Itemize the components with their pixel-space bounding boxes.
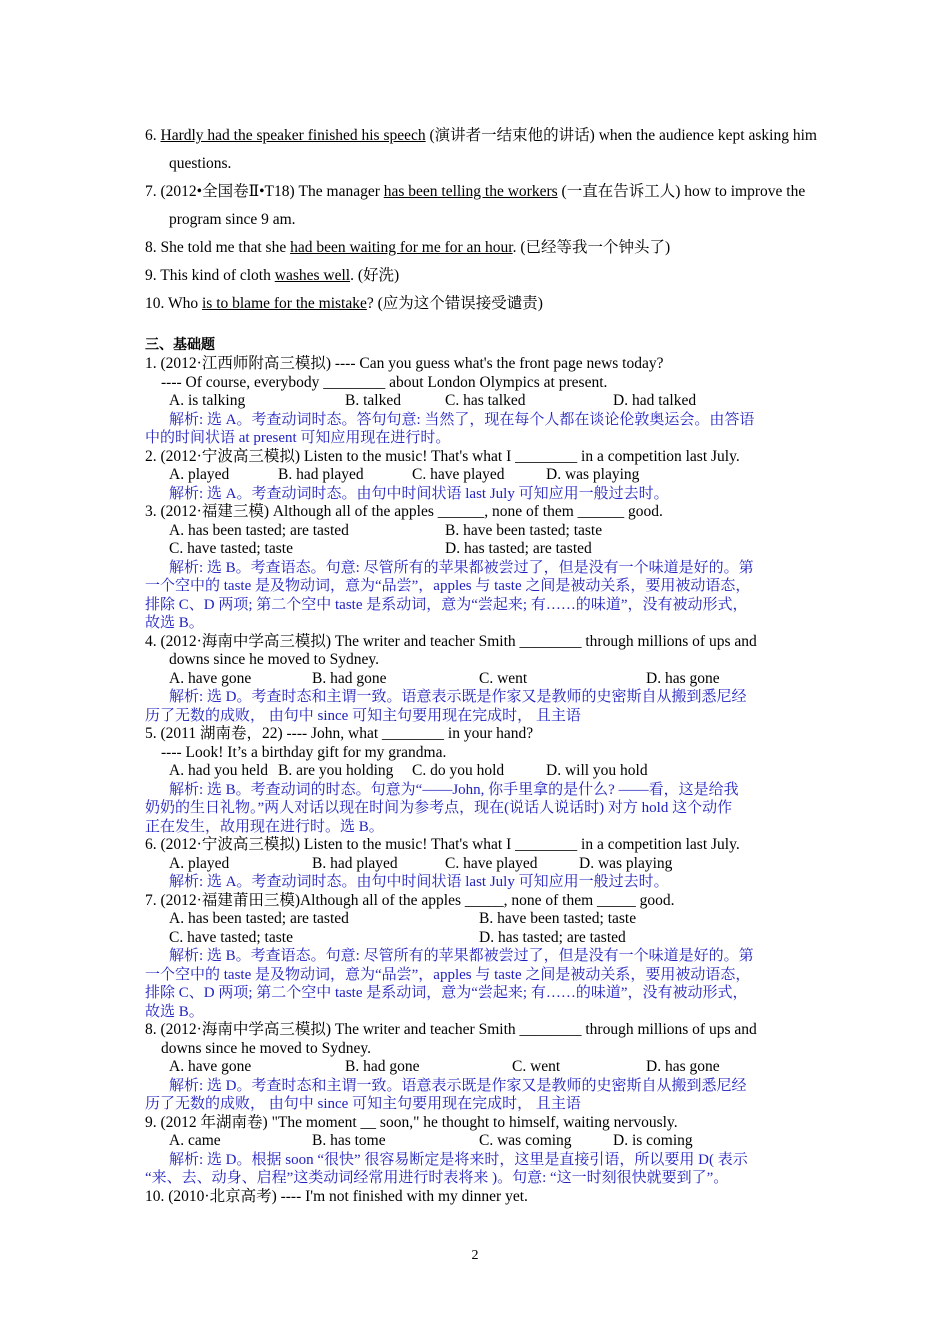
options: [145, 392, 810, 411]
question-6: [145, 836, 810, 892]
item-9: 9. This kind of cloth washes well. (好洗): [145, 267, 400, 284]
item-7: 7. (2012•全国卷Ⅱ•T18) The manager has been telling the workers (一直在告诉工人) how to improve the program since 9 am.: [145, 183, 806, 228]
option-b: B. has tome: [312, 1132, 386, 1149]
option-b: B. talked: [345, 392, 401, 409]
question-text: downs since he moved to Sydney.: [169, 651, 379, 668]
option-c: C. was coming: [479, 1132, 572, 1149]
question-3: [145, 503, 810, 633]
options: [145, 929, 810, 948]
option-c: C. do you hold: [412, 762, 505, 779]
option-d: D. is coming: [613, 1132, 693, 1149]
question-text: 4. (2012·海南中学高三模拟) The writer and teacher Smith ________ through millions of ups and: [145, 632, 757, 650]
question-10: [145, 1188, 810, 1207]
question-text: 3. (2012·福建三模) Although all of the apples ______, none of them ______ good.: [145, 503, 663, 520]
options: [145, 1058, 810, 1077]
translation-section: [145, 122, 825, 318]
analysis: 解析: 选 A。考查动词时态。由句中时间状语 last July 可知应用一般过去时。: [169, 485, 669, 502]
option-b: B. had gone: [345, 1058, 420, 1075]
section-title: 三、基础题: [145, 338, 215, 353]
analysis: 解析: 选 D。考查时态和主谓一致。语意表示既是作家又是教师的史密斯自从搬到悉尼经 历了无数的成败， 由句中 since 可知主句要用现在完成时， 且主语: [145, 1077, 747, 1112]
question-text: 10. (2010·北京高考) ---- I'm not finished with my dinner yet.: [145, 1187, 528, 1205]
options: [145, 670, 810, 689]
item-6: 6. Hardly had the speaker finished his speech (演讲者一结束他的讲话) when the audience kept asking him questions.: [145, 127, 817, 172]
option-b: B. are you holding: [278, 762, 394, 779]
option-c: C. have tasted; taste: [169, 928, 293, 946]
question-1: [145, 355, 810, 448]
option-c: C. have played: [445, 854, 538, 872]
option-d: D. had talked: [613, 392, 697, 409]
item-10: 10. Who is to blame for the mistake? (应为这个错误接受谴责): [145, 295, 543, 312]
option-d: D. was playing: [579, 854, 673, 872]
options: [145, 910, 810, 929]
options: [145, 522, 810, 541]
options: [145, 540, 810, 559]
question-text: 8. (2012·海南中学高三模拟) The writer and teacher Smith ________ through millions of ups and: [145, 1021, 757, 1038]
option-a: A. played: [169, 854, 230, 872]
option-a: A. had you held: [169, 762, 269, 779]
option-b: B. have been tasted; taste: [445, 521, 603, 539]
question-text: ---- Look! It’s a birthday gift for my grandma.: [161, 743, 447, 761]
question-text: 7. (2012·福建莆田三模)Although all of the apples _____, none of them _____ good.: [145, 891, 675, 909]
analysis: 解析: 选 D。考查时态和主谓一致。语意表示既是作家又是教师的史密斯自从搬到悉尼经 历了无数的成败， 由句中 since 可知主句要用现在完成时， 且主语: [145, 689, 747, 724]
question-text: 2. (2012·宁波高三模拟) Listen to the music! That's what I ________ in a competition last July.: [145, 447, 740, 465]
analysis: 解析: 选 B。考查动词的时态。句意为“——John, 你手里拿的是什么? ——看，这是给我 奶奶的生日礼物。”两人对话以现在时间为参考点，现在(说话人说话时) 对方 hold 这个动作 正在发生，故用现在进行时。选 B。: [145, 781, 739, 835]
option-c: C. has talked: [445, 392, 526, 409]
option-c: C. went: [479, 669, 528, 687]
question-text: 1. (2012·江西师附高三模拟) ---- Can you guess what's the front page news today?: [145, 355, 664, 372]
analysis: 解析: 选 D。根据 soon “很快” 很容易断定是将来时，这里是直接引语，所以要用 D( 表示 “来、去、动身、启程”这类动词经常用进行时表将来 )。句意: “这一时刻很快就要到了”。: [145, 1151, 748, 1186]
option-b: B. had gone: [312, 669, 387, 687]
option-b: B. had played: [278, 466, 364, 483]
option-d: D. has tasted; are tasted: [479, 928, 626, 946]
option-c: C. have played: [412, 466, 505, 483]
question-text: downs since he moved to Sydney.: [161, 1039, 371, 1057]
options: [145, 762, 810, 781]
question-text: 5. (2011 湖南卷，22) ---- John, what ________ in your hand?: [145, 725, 534, 742]
question-text: 9. (2012 年湖南卷) "The moment __ soon," he thought to himself, waiting nervously.: [145, 1113, 678, 1131]
page-number: 2: [471, 1248, 479, 1263]
analysis: 解析: 选 B。考查语态。句意: 尽管所有的苹果都被尝过了，但是没有一个味道是好的。第 一个空中的 taste 是及物动词，意为“品尝”，apples 与 taste 之间是被动关系，要用被动语态， 排除 C、D 两项; 第二个空中 taste 是系动词，意为“尝起来; 有……的味道”，没有被动形式， 故选 B。: [145, 948, 754, 1020]
option-a: A. is talking: [169, 392, 246, 409]
option-c: C. have tasted; taste: [169, 540, 293, 557]
option-d: D. has tasted; are tasted: [445, 540, 592, 557]
exercise-section: [145, 355, 810, 1206]
question-text: 6. (2012·宁波高三模拟) Listen to the music! That's what I ________ in a competition last July.: [145, 836, 740, 853]
option-a: A. have gone: [169, 669, 252, 687]
question-8: [145, 1021, 810, 1114]
question-2: [145, 448, 810, 504]
question-4: [145, 633, 810, 726]
analysis: 解析: 选 B。考查语态。句意: 尽管所有的苹果都被尝过了，但是没有一个味道是好的。第 一个空中的 taste 是及物动词，意为“品尝”，apples 与 taste 之间是被动关系，要用被动语态， 排除 C、D 两项; 第二个空中 taste 是系动词，意为“尝起来; 有……的味道”，没有被动形式， 故选 B。: [145, 559, 754, 631]
option-d: D. was playing: [546, 466, 640, 483]
item-8: 8. She told me that she had been waiting for me for an hour. (已经等我一个钟头了): [145, 239, 671, 256]
option-b: B. have been tasted; taste: [479, 910, 637, 927]
option-a: A. have gone: [169, 1058, 252, 1075]
analysis: 解析: 选 A。考查动词时态。答句句意: 当然了，现在每个人都在谈论伦敦奥运会。由答语 中的时间状语 at present 可知应用现在进行时。: [145, 411, 755, 446]
option-a: A. came: [169, 1132, 221, 1149]
option-d: D. will you hold: [546, 762, 648, 779]
question-7: [145, 892, 810, 1022]
options: [145, 466, 810, 485]
analysis: 解析: 选 A。考查动词时态。由句中时间状语 last July 可知应用一般过去时。: [169, 874, 669, 890]
option-a: A. has been tasted; are tasted: [169, 521, 349, 539]
option-d: D. has gone: [646, 1058, 720, 1075]
option-c: C. went: [512, 1058, 561, 1075]
question-text: ---- Of course, everybody ________ about London Olympics at present.: [161, 373, 608, 391]
option-a: A. has been tasted; are tasted: [169, 910, 349, 927]
question-9: [145, 1114, 810, 1188]
options: [145, 855, 810, 874]
question-5: [145, 725, 810, 836]
options: [145, 1132, 810, 1151]
option-a: A. played: [169, 466, 230, 483]
option-b: B. had played: [312, 854, 398, 872]
option-d: D. has gone: [646, 669, 720, 687]
